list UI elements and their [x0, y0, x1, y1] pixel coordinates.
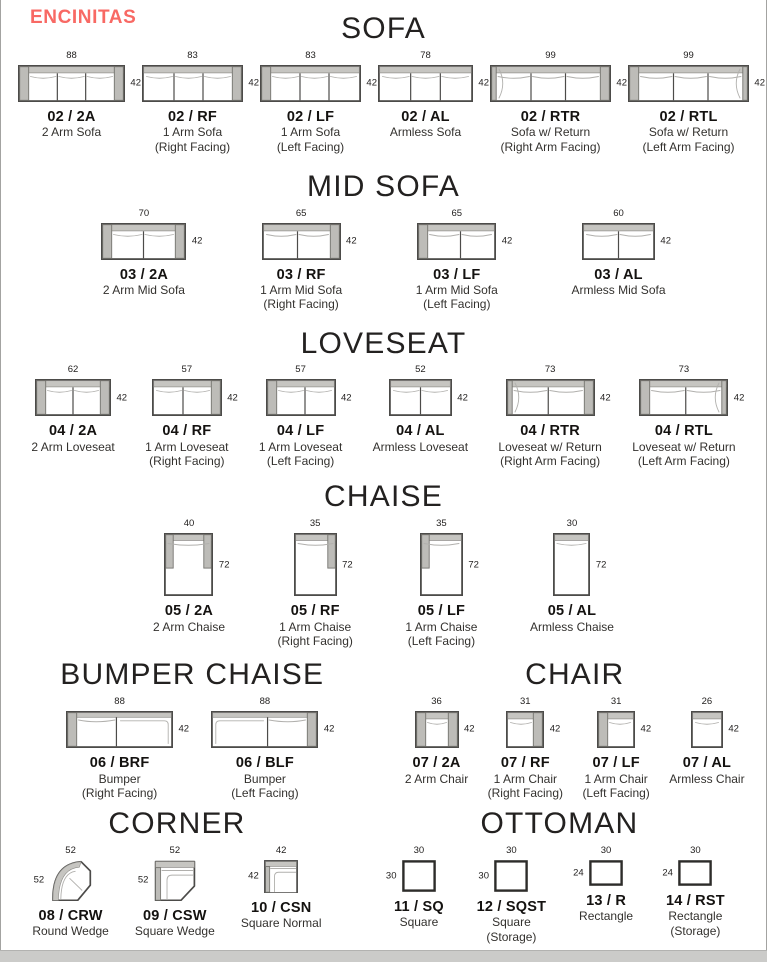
item-name-line: Bumper	[243, 771, 286, 786]
width-dimension-label: 30	[566, 518, 578, 530]
catalog-item	[101, 207, 203, 298]
diagram-wrap	[490, 49, 627, 102]
chair-2-arm-icon	[415, 711, 459, 748]
catalog-item	[142, 49, 259, 154]
diagram-wrap	[420, 518, 479, 596]
section-bumper-chaise	[1, 648, 384, 800]
item-name-line: (Left Arm Facing)	[637, 454, 730, 469]
depth-dimension-label: 72	[595, 558, 607, 570]
item-code: 05 / 2A	[164, 603, 214, 620]
catalog-item	[490, 49, 627, 154]
depth-dimension-label: 42	[501, 235, 513, 247]
section-row	[1, 312, 766, 469]
catalog-item	[32, 846, 109, 939]
item-name-line: 1 Arm Sofa	[280, 125, 341, 140]
width-dimension-label: 30	[506, 844, 517, 856]
chair-armless-icon	[691, 711, 723, 748]
corner-square-wedge-icon	[154, 860, 196, 901]
catalog-item	[260, 207, 357, 312]
depth-dimension-label: 42	[600, 392, 611, 404]
item-code: 04 / LF	[276, 423, 325, 440]
item-code: 04 / RF	[162, 423, 212, 440]
depth-dimension-label: 42	[660, 235, 671, 247]
mid-sofa-1-arm-left-icon	[417, 223, 496, 260]
item-name-line: 2 Arm Loveseat	[31, 440, 115, 455]
bumper-chaise-left-facing-icon	[211, 711, 318, 748]
section-chaise	[1, 468, 766, 648]
item-code: 04 / RTL	[654, 423, 713, 440]
catalog-item	[669, 697, 744, 786]
width-dimension-label: 83	[305, 49, 316, 61]
item-name-line: 2 Arm Chaise	[152, 619, 225, 634]
section-title-loveseat: LOVESEAT	[300, 326, 467, 360]
items-row-corner	[6, 846, 347, 939]
depth-dimension-label: 42	[130, 77, 141, 89]
diagram-wrap	[417, 207, 513, 260]
catalog-item	[135, 846, 215, 939]
width-dimension-label: 88	[66, 49, 77, 61]
item-code: 04 / 2A	[48, 423, 98, 440]
catalog-item	[258, 364, 352, 469]
item-code: 06 / BRF	[89, 754, 150, 771]
depth-dimension-label: 42	[116, 392, 128, 404]
item-name-line: (Left Facing)	[276, 139, 345, 154]
width-dimension-label: 73	[544, 364, 556, 376]
diagram-wrap	[262, 207, 357, 260]
depth-dimension-label: 42	[640, 723, 652, 735]
corner-square-normal-icon	[264, 860, 298, 893]
depth-dimension-label: 30	[478, 869, 489, 881]
item-code: 10 / CSN	[250, 899, 312, 916]
section-title-sofa: SOFA	[341, 12, 426, 45]
section-loveseat	[1, 312, 766, 469]
item-name-line: (Left Arm Facing)	[642, 139, 735, 154]
width-dimension-label: 30	[600, 844, 612, 856]
catalog-item	[145, 364, 238, 469]
catalog-item	[582, 695, 652, 800]
item-name-line: 1 Arm Chaise	[279, 619, 352, 634]
depth-dimension-label: 72	[218, 558, 230, 570]
width-dimension-label: 26	[701, 695, 713, 707]
ottoman-square-storage-icon	[494, 860, 528, 892]
item-name-line: Square	[399, 915, 439, 930]
ottoman-square-icon	[402, 860, 436, 892]
section-title-bumper-chaise: BUMPER CHAISE	[60, 658, 325, 692]
item-code: 03 / LF	[433, 266, 481, 283]
depth-dimension-label: 42	[754, 77, 765, 89]
diagram-wrap	[506, 364, 611, 416]
width-dimension-label: 57	[181, 364, 193, 376]
section-title-chair: CHAIR	[525, 658, 625, 692]
diagram-wrap	[628, 49, 765, 102]
depth-dimension-label: 42	[457, 392, 468, 404]
item-code: 02 / RTL	[659, 108, 718, 125]
item-name-line: 1 Arm Chaise	[405, 619, 478, 634]
ottoman-rectangle-icon	[589, 860, 623, 886]
sofa-1-arm-right-icon	[142, 65, 243, 102]
item-name-line: 2 Arm Chair	[404, 771, 469, 786]
item-name-line: Square	[492, 915, 531, 930]
items-row-ottoman	[361, 846, 758, 944]
section-row	[1, 154, 766, 312]
item-name-line: Loveseat w/ Return	[632, 440, 736, 455]
width-dimension-label: 99	[683, 49, 694, 61]
item-name-line: Square Normal	[240, 916, 322, 931]
width-dimension-label: 88	[114, 695, 125, 707]
diagram-wrap	[164, 518, 230, 596]
diagram-wrap	[582, 207, 671, 260]
section-chair	[384, 648, 767, 800]
sofa-armless-icon	[378, 65, 473, 102]
loveseat-1-arm-left-icon	[266, 379, 336, 416]
width-dimension-label: 88	[259, 695, 271, 707]
diagram-wrap	[18, 49, 141, 102]
diagram-wrap	[415, 695, 475, 748]
width-dimension-label: 30	[413, 844, 425, 856]
depth-dimension-label: 52	[33, 874, 45, 886]
loveseat-1-arm-right-icon	[152, 379, 222, 416]
diagram-wrap	[573, 844, 623, 886]
width-dimension-label: 73	[678, 364, 690, 376]
item-code: 02 / RTR	[520, 108, 581, 125]
catalog-item	[573, 844, 634, 924]
diagram-wrap	[662, 844, 712, 886]
catalog-item	[477, 846, 547, 944]
depth-dimension-label: 42	[248, 77, 259, 89]
items-row-mid-sofa	[28, 209, 739, 312]
item-name-line: Armless Mid Sofa	[571, 283, 666, 298]
catalog-item	[571, 207, 671, 298]
item-name-line: 2 Arm Sofa	[41, 125, 102, 140]
item-name-line: Bumper	[98, 771, 141, 786]
item-name-line: Armless Chaise	[529, 619, 614, 634]
item-name-line: 1 Arm Loveseat	[145, 440, 229, 455]
item-name-line: Armless Sofa	[389, 125, 462, 140]
width-dimension-label: 83	[187, 49, 198, 61]
item-code: 07 / 2A	[412, 754, 461, 771]
catalog-item	[385, 844, 444, 930]
section-corner	[1, 800, 353, 939]
diagram-wrap	[35, 364, 128, 416]
width-dimension-label: 52	[169, 844, 181, 856]
depth-dimension-label: 42	[549, 723, 561, 735]
width-dimension-label: 65	[295, 207, 307, 219]
catalog-sections	[1, 0, 766, 944]
chair-1-arm-left-icon	[597, 711, 635, 748]
width-dimension-label: 35	[436, 518, 447, 530]
corner-round-wedge-icon	[50, 860, 92, 901]
bumper-chaise-right-facing-icon	[66, 711, 173, 748]
item-name-line: Square Wedge	[134, 924, 215, 939]
item-name-line: Round Wedge	[32, 924, 109, 939]
section-row	[1, 648, 766, 800]
width-dimension-label: 35	[309, 518, 321, 530]
chaise-1-arm-right-icon	[294, 533, 337, 596]
diagram-wrap	[101, 207, 203, 260]
catalog-item	[278, 519, 353, 648]
item-name-line: Sofa w/ Return	[648, 125, 729, 140]
item-name-line: (Left Facing)	[582, 785, 650, 800]
sofa-return-left-arm-icon	[628, 65, 749, 102]
item-code: 12 / SQST	[476, 898, 547, 915]
item-code: 04 / AL	[396, 423, 445, 440]
catalog-item	[404, 695, 475, 786]
items-row-chair	[385, 697, 764, 800]
catalog-item	[373, 365, 468, 454]
section-title-mid-sofa: MID SOFA	[307, 169, 460, 203]
item-code: 02 / 2A	[47, 108, 96, 125]
item-name-line: 1 Arm Loveseat	[258, 440, 343, 455]
chair-1-arm-right-icon	[506, 711, 544, 748]
depth-dimension-label: 42	[191, 235, 203, 247]
width-dimension-label: 36	[431, 695, 442, 707]
item-code: 07 / AL	[682, 754, 732, 771]
item-name-line: (Right Facing)	[149, 454, 225, 469]
depth-dimension-label: 42	[733, 392, 745, 404]
item-name-line: (Right Facing)	[487, 785, 563, 800]
width-dimension-label: 78	[420, 49, 431, 61]
depth-dimension-label: 42	[248, 870, 259, 882]
item-code: 04 / RTR	[520, 423, 580, 440]
item-code: 06 / BLF	[235, 754, 294, 771]
width-dimension-label: 57	[295, 364, 306, 376]
chaise-1-arm-left-icon	[420, 533, 463, 596]
diagram-wrap	[248, 844, 298, 893]
diagram-wrap	[691, 695, 739, 748]
depth-dimension-label: 42	[616, 77, 627, 89]
item-name-line: (Storage)	[486, 929, 537, 944]
diagram-wrap	[260, 49, 377, 102]
depth-dimension-label: 42	[227, 392, 238, 404]
sofa-return-right-arm-icon	[490, 65, 611, 102]
item-code: 03 / 2A	[119, 266, 169, 283]
depth-dimension-label: 42	[178, 723, 190, 735]
diagram-wrap	[389, 364, 468, 416]
item-name-line: 1 Arm Mid Sofa	[260, 283, 343, 298]
item-code: 08 / CRW	[38, 907, 103, 924]
depth-dimension-label: 72	[468, 558, 479, 570]
depth-dimension-label: 42	[728, 723, 739, 735]
diagram-wrap	[211, 695, 335, 748]
item-name-line: Loveseat w/ Return	[498, 440, 602, 455]
catalog-item	[66, 695, 190, 800]
diagram-wrap	[597, 695, 652, 748]
diagram-wrap	[553, 518, 607, 596]
item-name-line: (Right Arm Facing)	[500, 454, 601, 469]
items-row-bumper-chaise	[28, 697, 357, 800]
item-name-line: (Left Facing)	[266, 454, 335, 469]
catalog-item	[530, 519, 614, 634]
section-title-chaise: CHAISE	[324, 480, 443, 514]
item-name-line: (Left Facing)	[231, 785, 299, 800]
item-code: 05 / LF	[417, 603, 466, 620]
catalog-item	[488, 697, 563, 800]
catalog-item	[378, 49, 489, 140]
depth-dimension-label: 42	[346, 235, 357, 247]
catalog-item	[498, 364, 611, 469]
sofa-2-arm-icon	[18, 65, 125, 102]
catalog-item	[152, 518, 230, 634]
catalog-item	[632, 364, 745, 469]
item-code: 02 / RF	[168, 108, 217, 125]
item-code: 11 / SQ	[394, 898, 444, 915]
item-name-line: 1 Arm Sofa	[162, 125, 223, 140]
depth-dimension-label: 52	[137, 874, 149, 886]
items-row-sofa	[1, 51, 766, 154]
item-code: 02 / AL	[401, 108, 450, 125]
diagram-wrap	[385, 844, 436, 892]
loveseat-return-left-arm-icon	[639, 379, 728, 416]
item-code: 05 / AL	[547, 603, 597, 620]
item-name-line: (Right Arm Facing)	[500, 139, 601, 154]
mid-sofa-1-arm-right-icon	[262, 223, 341, 260]
diagram-wrap	[152, 364, 238, 416]
item-name-line: Armless Chair	[669, 771, 745, 786]
catalog-item	[628, 49, 765, 154]
items-row-chaise	[100, 519, 666, 648]
depth-dimension-label: 42	[478, 77, 489, 89]
depth-dimension-label: 42	[341, 392, 352, 404]
diagram-wrap	[294, 518, 353, 596]
loveseat-return-right-arm-icon	[506, 379, 595, 416]
diagram-wrap	[639, 364, 745, 416]
width-dimension-label: 42	[275, 844, 287, 856]
diagram-wrap	[142, 49, 259, 102]
item-name-line: (Right Facing)	[81, 785, 158, 800]
width-dimension-label: 31	[610, 695, 622, 707]
item-code: 05 / RF	[290, 603, 340, 620]
depth-dimension-label: 24	[662, 866, 673, 878]
item-name-line: Rectangle	[579, 909, 634, 924]
diagram-wrap	[66, 695, 190, 748]
width-dimension-label: 30	[690, 844, 701, 856]
section-title-ottoman: OTTOMAN	[480, 806, 639, 840]
item-name-line: (Right Facing)	[277, 633, 353, 648]
item-name-line: Rectangle	[668, 909, 723, 924]
catalog-item	[662, 844, 725, 938]
diagram-wrap	[266, 364, 352, 416]
width-dimension-label: 31	[520, 695, 531, 707]
catalog-item	[18, 49, 141, 140]
loveseat-2-arm-icon	[35, 379, 111, 416]
catalog-item	[31, 364, 128, 455]
chaise-armless-icon	[553, 533, 590, 596]
item-name-line: (Storage)	[670, 923, 721, 938]
item-code: 02 / LF	[286, 108, 335, 125]
width-dimension-label: 70	[138, 207, 150, 219]
item-name-line: 2 Arm Mid Sofa	[102, 283, 185, 298]
diagram-wrap	[378, 49, 489, 102]
catalog-item	[415, 207, 513, 312]
section-mid-sofa	[1, 154, 766, 312]
item-name-line: Armless Loveseat	[372, 440, 469, 455]
item-name-line: 1 Arm Mid Sofa	[415, 283, 498, 298]
diagram-wrap	[478, 844, 528, 892]
item-code: 13 / R	[586, 892, 627, 909]
item-name-line: 1 Arm Chair	[584, 771, 648, 786]
brand-title: ENCINITAS	[30, 7, 137, 28]
depth-dimension-label: 42	[463, 723, 475, 735]
depth-dimension-label: 42	[323, 723, 335, 735]
item-name-line: (Left Facing)	[423, 297, 491, 312]
item-code: 14 / RST	[665, 892, 725, 909]
ottoman-rectangle-storage-icon	[678, 860, 712, 886]
section-row	[1, 468, 766, 648]
width-dimension-label: 62	[67, 364, 79, 376]
width-dimension-label: 52	[415, 364, 426, 376]
item-code: 07 / LF	[592, 754, 640, 771]
items-row-loveseat	[1, 365, 766, 468]
depth-dimension-label: 24	[573, 866, 584, 878]
diagram-wrap	[33, 844, 92, 901]
section-ottoman	[353, 800, 766, 944]
catalog-item	[241, 846, 322, 931]
width-dimension-label: 60	[613, 207, 624, 219]
depth-dimension-label: 30	[385, 869, 397, 881]
page-bottom-edge	[0, 950, 767, 962]
catalog-item	[405, 519, 477, 648]
item-name-line: Sofa w/ Return	[510, 125, 591, 140]
mid-sofa-armless-icon	[582, 223, 655, 260]
loveseat-armless-icon	[389, 379, 452, 416]
depth-dimension-label: 72	[342, 558, 353, 570]
diagram-wrap	[506, 695, 561, 748]
width-dimension-label: 40	[183, 518, 195, 530]
item-code: 07 / RF	[500, 754, 550, 771]
item-code: 03 / AL	[594, 266, 643, 283]
catalog-item	[260, 49, 377, 154]
sofa-1-arm-left-icon	[260, 65, 361, 102]
mid-sofa-2-arm-icon	[101, 223, 186, 260]
item-name-line: 1 Arm Chair	[493, 771, 557, 786]
width-dimension-label: 65	[451, 207, 463, 219]
catalog-item	[211, 695, 335, 800]
section-row	[1, 800, 766, 944]
item-name-line: (Left Facing)	[407, 633, 476, 648]
item-code: 03 / RF	[276, 266, 326, 283]
width-dimension-label: 52	[65, 844, 76, 856]
diagram-wrap	[137, 844, 196, 901]
item-name-line: (Right Facing)	[154, 139, 231, 154]
width-dimension-label: 99	[545, 49, 556, 61]
section-title-corner: CORNER	[108, 806, 246, 840]
depth-dimension-label: 42	[366, 77, 377, 89]
item-code: 09 / CSW	[143, 907, 207, 924]
chaise-2-arm-icon	[164, 533, 213, 596]
item-name-line: (Right Facing)	[263, 297, 339, 312]
